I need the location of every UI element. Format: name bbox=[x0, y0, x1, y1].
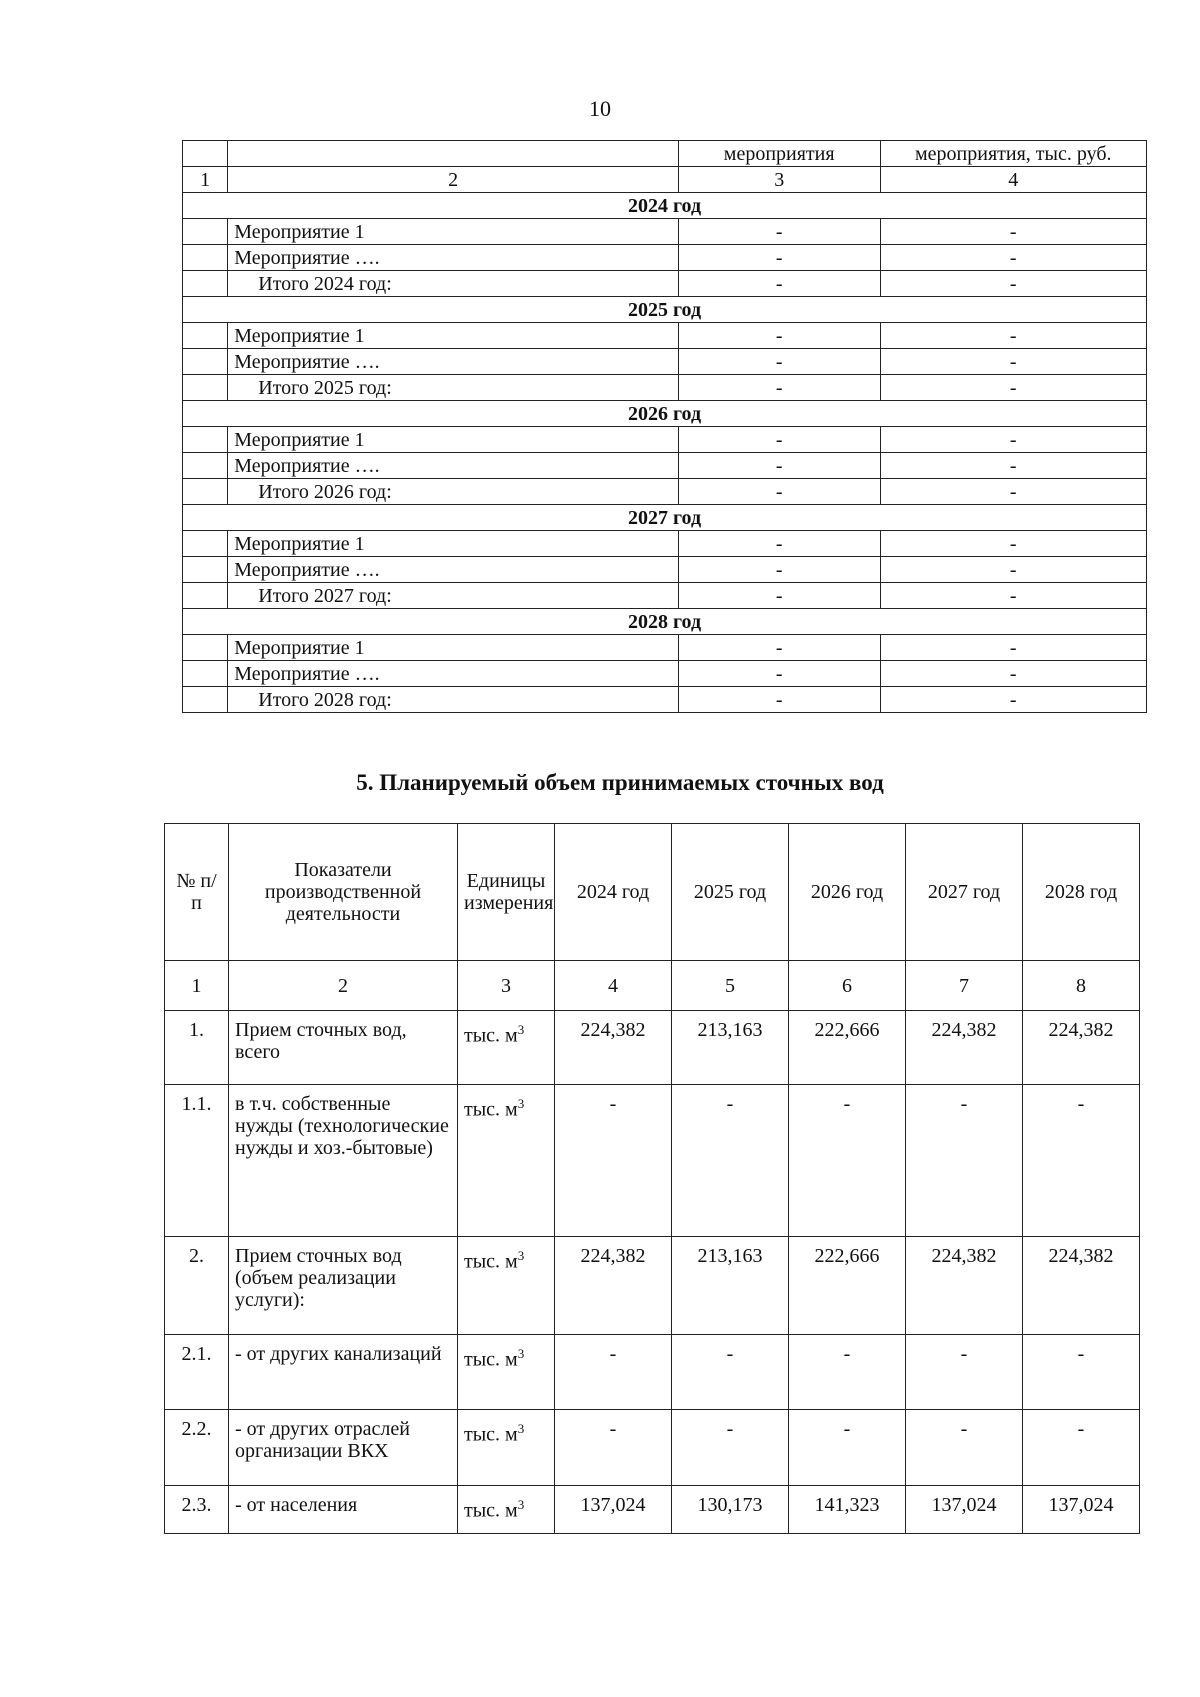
numbering-cell: 7 bbox=[906, 961, 1023, 1011]
event-value-cell: - bbox=[678, 349, 880, 375]
value-cell: 137,024 bbox=[555, 1486, 672, 1534]
header-cell-empty bbox=[183, 141, 228, 167]
value-cell: 213,163 bbox=[672, 1237, 789, 1335]
value-cell: 224,382 bbox=[555, 1237, 672, 1335]
value-cell: 224,382 bbox=[1023, 1011, 1140, 1085]
indicator-name: Прием сточных вод, всего bbox=[229, 1011, 458, 1085]
event-name-cell: Мероприятие 1 bbox=[228, 635, 679, 661]
value-cell: - bbox=[789, 1085, 906, 1237]
value-cell: 141,323 bbox=[789, 1486, 906, 1534]
numbering-cell: 1 bbox=[183, 167, 228, 193]
event-value-cell: - bbox=[880, 453, 1146, 479]
indicator-name: - от других канализаций bbox=[229, 1335, 458, 1410]
event-value-cell: - bbox=[678, 453, 880, 479]
header-year: 2027 год bbox=[906, 824, 1023, 961]
event-value-cell: - bbox=[678, 635, 880, 661]
event-name-cell: Мероприятие …. bbox=[228, 349, 679, 375]
year-header-cell: 2028 год bbox=[183, 609, 1147, 635]
table-row bbox=[165, 1237, 1140, 1335]
row-num-cell bbox=[183, 557, 228, 583]
event-value-cell: - bbox=[880, 661, 1146, 687]
row-number: 2. bbox=[165, 1237, 229, 1335]
unit-exponent: 3 bbox=[517, 1096, 525, 1111]
numbering-cell: 2 bbox=[228, 167, 679, 193]
total-value-cell: - bbox=[678, 479, 880, 505]
table-row bbox=[183, 635, 1147, 661]
event-value-cell: - bbox=[678, 245, 880, 271]
unit-cell bbox=[458, 1486, 555, 1534]
section-title: 5. Планируемый объем принимаемых сточных вод bbox=[356, 770, 884, 795]
numbering-cell: 8 bbox=[1023, 961, 1140, 1011]
header-num: № п/п bbox=[165, 824, 229, 961]
numbering-cell: 6 bbox=[789, 961, 906, 1011]
row-number: 1. bbox=[165, 1011, 229, 1085]
header-year: 2028 год bbox=[1023, 824, 1140, 961]
row-num-cell bbox=[183, 661, 228, 687]
numbering-cell: 3 bbox=[678, 167, 880, 193]
value-cell: - bbox=[555, 1410, 672, 1486]
row-num-cell bbox=[183, 323, 228, 349]
unit-cell bbox=[458, 1011, 555, 1085]
total-value-cell: - bbox=[880, 375, 1146, 401]
value-cell: 224,382 bbox=[555, 1011, 672, 1085]
value-cell: - bbox=[672, 1335, 789, 1410]
header-year: 2026 год bbox=[789, 824, 906, 961]
event-value-cell: - bbox=[880, 245, 1146, 271]
unit-exponent: 3 bbox=[517, 1022, 525, 1037]
event-name-cell: Мероприятие 1 bbox=[228, 219, 679, 245]
row-num-cell bbox=[183, 635, 228, 661]
year-header-cell: 2025 год bbox=[183, 297, 1147, 323]
value-cell: - bbox=[906, 1410, 1023, 1486]
indicator-name: в т.ч. собственные нужды (технологические нужды и хоз.-бытовые) bbox=[229, 1085, 458, 1237]
numbering-cell: 4 bbox=[880, 167, 1146, 193]
event-value-cell: - bbox=[880, 219, 1146, 245]
event-value-cell: - bbox=[678, 219, 880, 245]
value-cell: 137,024 bbox=[1023, 1486, 1140, 1534]
event-value-cell: - bbox=[880, 323, 1146, 349]
year-header-cell: 2027 год bbox=[183, 505, 1147, 531]
event-name-cell: Мероприятие …. bbox=[228, 557, 679, 583]
unit-exponent: 3 bbox=[517, 1346, 525, 1361]
event-value-cell: - bbox=[678, 427, 880, 453]
year-header-row bbox=[183, 193, 1147, 219]
event-value-cell: - bbox=[880, 635, 1146, 661]
unit-cell bbox=[458, 1335, 555, 1410]
total-row bbox=[183, 687, 1147, 713]
events-table bbox=[182, 140, 1147, 713]
row-num-cell bbox=[183, 453, 228, 479]
year-header-row bbox=[183, 609, 1147, 635]
event-name-cell: Мероприятие 1 bbox=[228, 323, 679, 349]
total-value-cell: - bbox=[880, 687, 1146, 713]
table-row bbox=[183, 557, 1147, 583]
year-header-cell: 2024 год bbox=[183, 193, 1147, 219]
row-num-cell bbox=[183, 271, 228, 297]
total-row bbox=[183, 375, 1147, 401]
event-name-cell: Мероприятие 1 bbox=[228, 427, 679, 453]
year-header-row bbox=[183, 505, 1147, 531]
row-num-cell bbox=[183, 375, 228, 401]
value-cell: - bbox=[672, 1085, 789, 1237]
table-row bbox=[183, 453, 1147, 479]
value-cell: - bbox=[789, 1335, 906, 1410]
value-cell: 137,024 bbox=[906, 1486, 1023, 1534]
value-cell: - bbox=[672, 1410, 789, 1486]
indicator-name: - от других отраслей организации ВКХ bbox=[229, 1410, 458, 1486]
row-number: 2.2. bbox=[165, 1410, 229, 1486]
table-numbering-row bbox=[183, 167, 1147, 193]
value-cell: - bbox=[555, 1335, 672, 1410]
page-number: 10 bbox=[589, 96, 611, 121]
unit-base: тыс. м bbox=[464, 1348, 518, 1371]
event-name-cell: Мероприятие 1 bbox=[228, 531, 679, 557]
total-row bbox=[183, 479, 1147, 505]
table-numbering-row bbox=[165, 961, 1140, 1011]
row-num-cell bbox=[183, 479, 228, 505]
total-value-cell: - bbox=[880, 583, 1146, 609]
event-value-cell: - bbox=[678, 531, 880, 557]
table-row bbox=[165, 1085, 1140, 1237]
unit-cell bbox=[458, 1410, 555, 1486]
header-cell-col4: мероприятия, тыс. руб. bbox=[880, 141, 1146, 167]
total-name-cell: Итого 2025 год: bbox=[228, 375, 679, 401]
header-indicator: Показатели производственной деятельности bbox=[229, 824, 458, 961]
row-num-cell bbox=[183, 427, 228, 453]
total-value-cell: - bbox=[678, 375, 880, 401]
table-row bbox=[183, 323, 1147, 349]
unit-base: тыс. м bbox=[464, 1024, 518, 1047]
event-name-cell: Мероприятие …. bbox=[228, 661, 679, 687]
unit-cell bbox=[458, 1085, 555, 1237]
value-cell: 213,163 bbox=[672, 1011, 789, 1085]
unit-exponent: 3 bbox=[517, 1421, 525, 1436]
event-value-cell: - bbox=[880, 557, 1146, 583]
unit-base: тыс. м bbox=[464, 1250, 518, 1273]
total-name-cell: Итого 2024 год: bbox=[228, 271, 679, 297]
total-value-cell: - bbox=[678, 271, 880, 297]
unit-cell bbox=[458, 1237, 555, 1335]
year-header-row bbox=[183, 297, 1147, 323]
header-year: 2024 год bbox=[555, 824, 672, 961]
row-number: 2.1. bbox=[165, 1335, 229, 1410]
unit-base: тыс. м bbox=[464, 1098, 518, 1121]
table-row bbox=[165, 1410, 1140, 1486]
table-row bbox=[165, 1486, 1140, 1534]
total-value-cell: - bbox=[678, 687, 880, 713]
table-row bbox=[183, 219, 1147, 245]
value-cell: - bbox=[906, 1085, 1023, 1237]
table-row bbox=[165, 1335, 1140, 1410]
row-number: 2.3. bbox=[165, 1486, 229, 1534]
event-value-cell: - bbox=[678, 661, 880, 687]
numbering-cell: 4 bbox=[555, 961, 672, 1011]
row-num-cell bbox=[183, 349, 228, 375]
total-name-cell: Итого 2028 год: bbox=[228, 687, 679, 713]
table-header-row bbox=[183, 141, 1147, 167]
table-row bbox=[165, 1011, 1140, 1085]
event-value-cell: - bbox=[880, 531, 1146, 557]
value-cell: 222,666 bbox=[789, 1237, 906, 1335]
row-num-cell bbox=[183, 687, 228, 713]
header-year: 2025 год bbox=[672, 824, 789, 961]
event-value-cell: - bbox=[880, 427, 1146, 453]
event-name-cell: Мероприятие …. bbox=[228, 453, 679, 479]
row-num-cell bbox=[183, 245, 228, 271]
header-cell-col3: мероприятия bbox=[678, 141, 880, 167]
header-unit: Единицы измерения bbox=[458, 824, 555, 961]
table-row bbox=[183, 427, 1147, 453]
value-cell: 224,382 bbox=[906, 1011, 1023, 1085]
row-number: 1.1. bbox=[165, 1085, 229, 1237]
wastewater-volume-table bbox=[164, 823, 1140, 1534]
event-value-cell: - bbox=[880, 349, 1146, 375]
total-value-cell: - bbox=[880, 479, 1146, 505]
header-cell-empty bbox=[228, 141, 679, 167]
numbering-cell: 2 bbox=[229, 961, 458, 1011]
table-header-row bbox=[165, 824, 1140, 961]
event-name-cell: Мероприятие …. bbox=[228, 245, 679, 271]
indicator-name: - от населения bbox=[229, 1486, 458, 1534]
row-num-cell bbox=[183, 531, 228, 557]
total-name-cell: Итого 2027 год: bbox=[228, 583, 679, 609]
value-cell: - bbox=[906, 1335, 1023, 1410]
total-value-cell: - bbox=[678, 583, 880, 609]
table-row bbox=[183, 349, 1147, 375]
total-row bbox=[183, 583, 1147, 609]
total-name-cell: Итого 2026 год: bbox=[228, 479, 679, 505]
value-cell: 224,382 bbox=[1023, 1237, 1140, 1335]
value-cell: 222,666 bbox=[789, 1011, 906, 1085]
total-value-cell: - bbox=[880, 271, 1146, 297]
table-row bbox=[183, 661, 1147, 687]
numbering-cell: 1 bbox=[165, 961, 229, 1011]
value-cell: 130,173 bbox=[672, 1486, 789, 1534]
table-row bbox=[183, 531, 1147, 557]
indicator-name: Прием сточных вод (объем реализации услуги): bbox=[229, 1237, 458, 1335]
value-cell: - bbox=[1023, 1410, 1140, 1486]
unit-base: тыс. м bbox=[464, 1423, 518, 1446]
unit-base: тыс. м bbox=[464, 1499, 518, 1522]
total-row bbox=[183, 271, 1147, 297]
value-cell: - bbox=[789, 1410, 906, 1486]
unit-exponent: 3 bbox=[517, 1497, 525, 1512]
year-header-cell: 2026 год bbox=[183, 401, 1147, 427]
row-num-cell bbox=[183, 583, 228, 609]
row-num-cell bbox=[183, 219, 228, 245]
value-cell: - bbox=[1023, 1085, 1140, 1237]
table-row bbox=[183, 245, 1147, 271]
value-cell: 224,382 bbox=[906, 1237, 1023, 1335]
value-cell: - bbox=[1023, 1335, 1140, 1410]
year-header-row bbox=[183, 401, 1147, 427]
event-value-cell: - bbox=[678, 323, 880, 349]
unit-exponent: 3 bbox=[517, 1248, 525, 1263]
numbering-cell: 3 bbox=[458, 961, 555, 1011]
value-cell: - bbox=[555, 1085, 672, 1237]
event-value-cell: - bbox=[678, 557, 880, 583]
numbering-cell: 5 bbox=[672, 961, 789, 1011]
